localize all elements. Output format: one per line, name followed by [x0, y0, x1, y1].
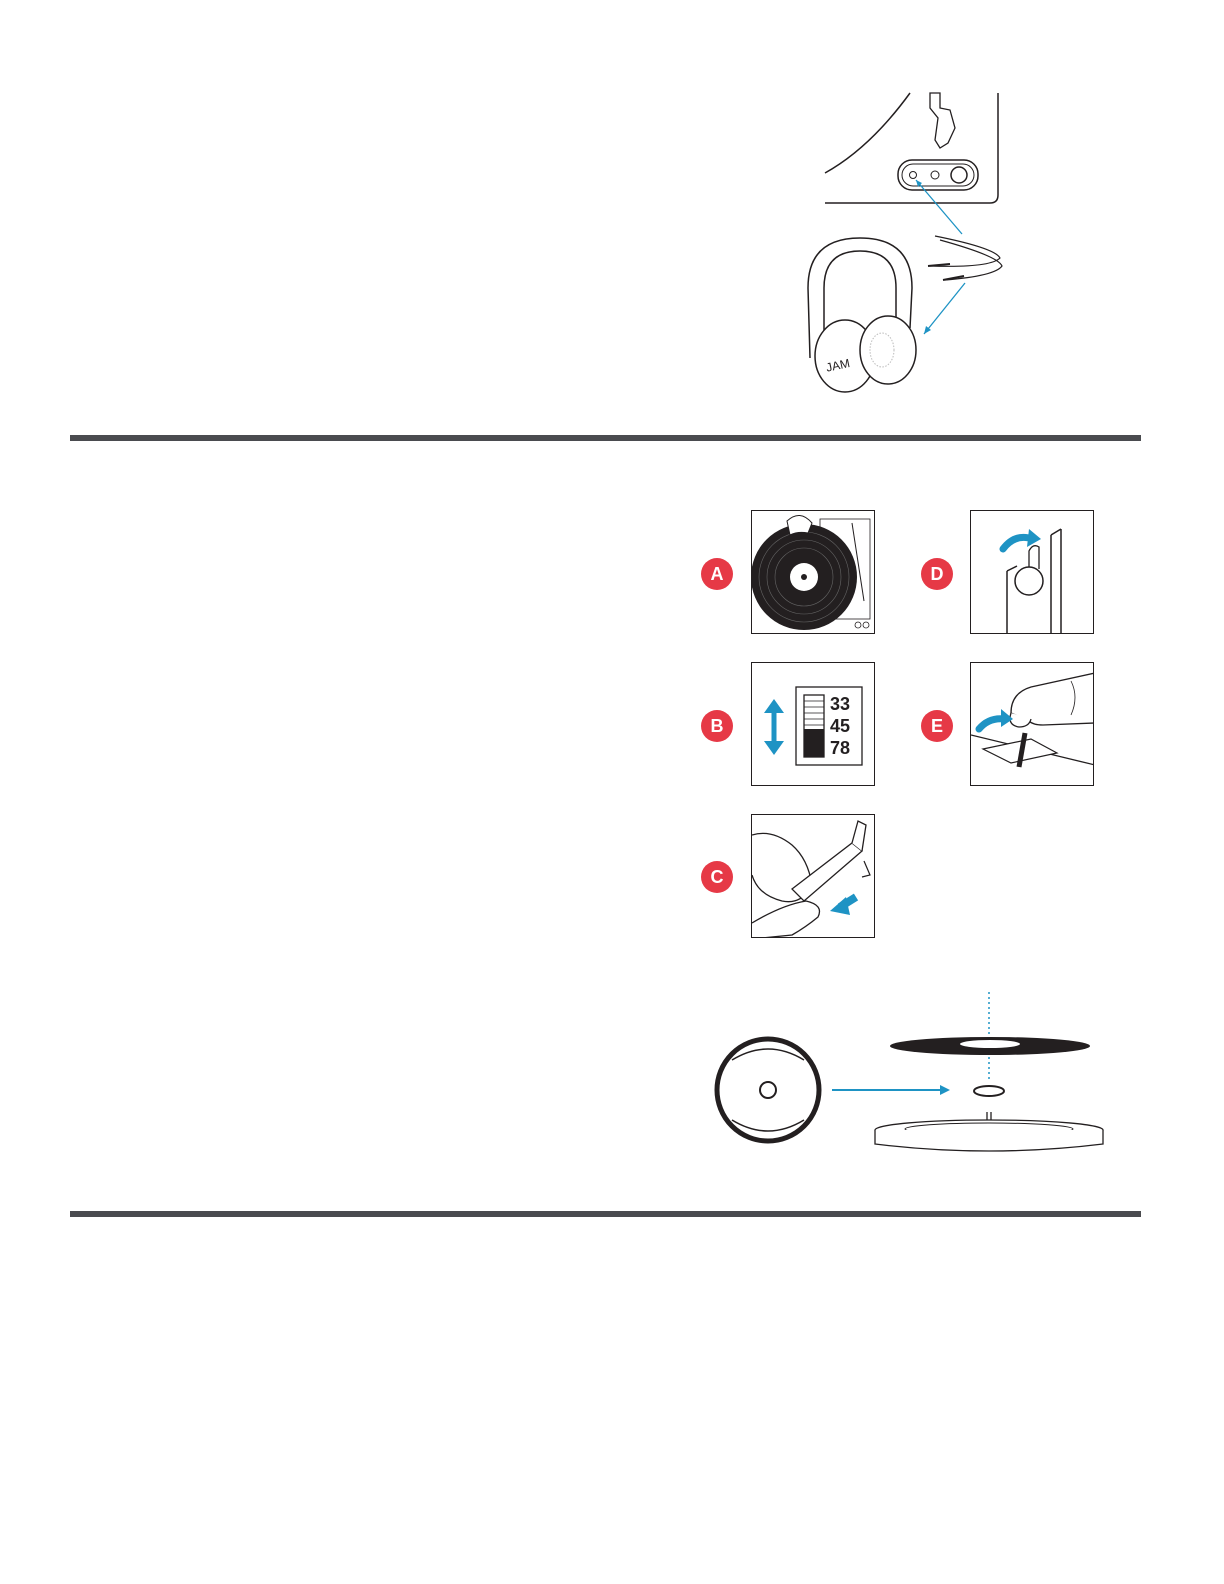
headphone-logo: JAM — [824, 356, 852, 375]
step-panel-a-record-on-platter — [751, 510, 875, 634]
step-panel-e-lower-tonearm — [970, 662, 1094, 786]
step-badge-c: C — [701, 861, 733, 893]
step-badge-d: D — [921, 558, 953, 590]
step-badge-e: E — [921, 710, 953, 742]
adapter-installation-figure — [710, 990, 1110, 1155]
section-divider-bottom — [70, 1211, 1141, 1217]
speed-label-45: 45 — [830, 716, 851, 736]
speed-label-78: 78 — [830, 738, 851, 758]
section-divider-top — [70, 435, 1141, 441]
step-panel-c-remove-stylus-cover — [751, 814, 875, 938]
step-badge-b: B — [701, 710, 733, 742]
headphone-connection-figure — [790, 88, 1010, 398]
step-panel-b-speed-switch — [751, 662, 875, 786]
speed-label-33: 33 — [830, 694, 851, 714]
step-badge-a: A — [701, 558, 733, 590]
step-panel-d-lift-tonearm-rest — [970, 510, 1094, 634]
